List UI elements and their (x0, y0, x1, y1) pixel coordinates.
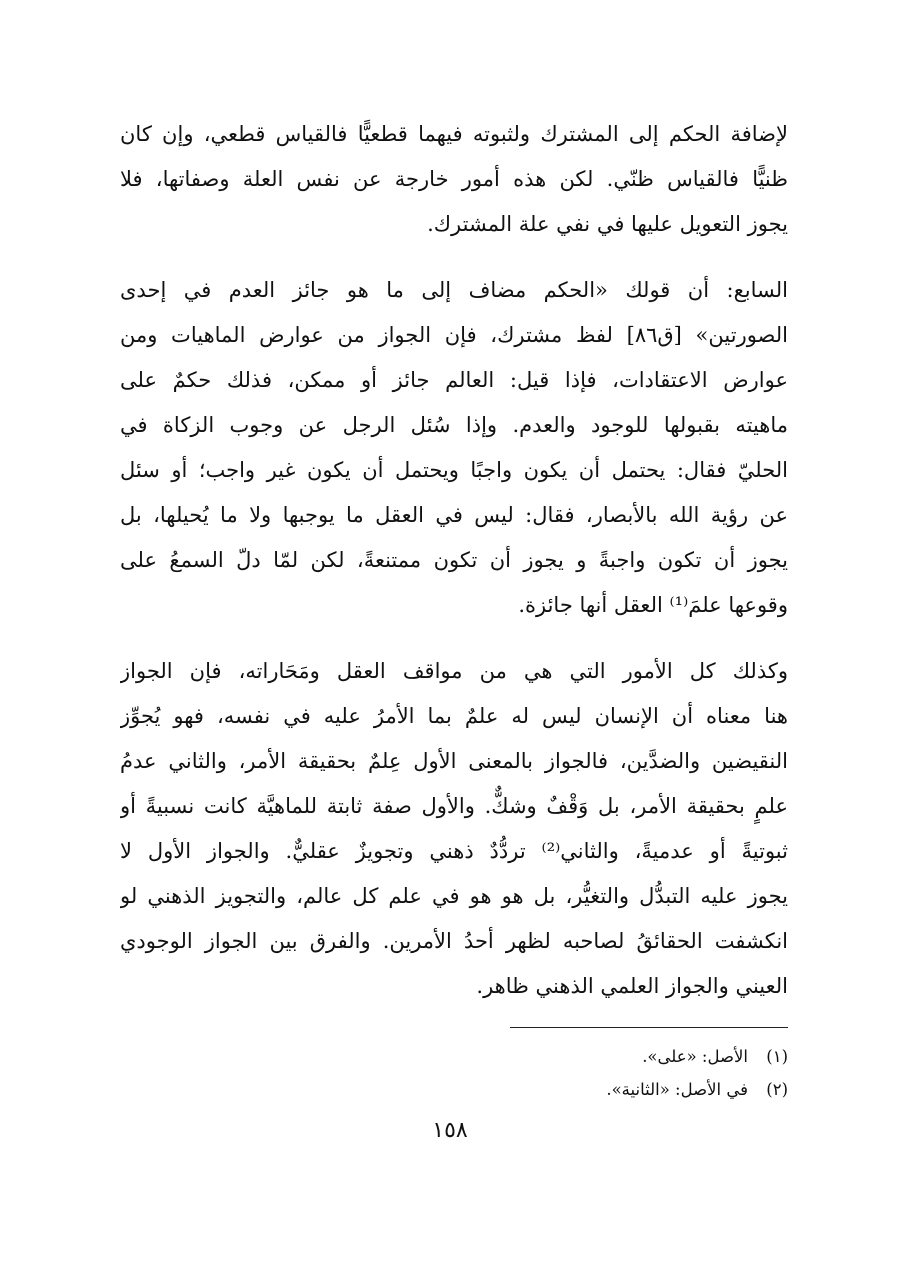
text-line: لإضافة الحكم إلى المشترك ولثبوته فيهما قطعيًّا فالقياس قطعي، وإن كان (120, 122, 788, 146)
footnote-number: (١) (766, 1047, 788, 1066)
text-line: العيني والجواز العلمي الذهني ظاهر. (476, 974, 788, 998)
footnote-text: الأصل: «على». (642, 1047, 748, 1066)
text-line: وقوعها علمَ⁽¹⁾ العقل أنها جائزة. (518, 593, 788, 617)
text-line: النقيضين والضدَّين، فالجواز بالمعنى الأول عِلمٌ بحقيقة الأمر، والثاني عدمُ (120, 749, 788, 773)
paragraph-2 (120, 268, 788, 628)
footnote-2 (400, 1073, 788, 1106)
text-line: علمٍ بحقيقة الأمر، بل وَقْفٌ وشكٌّ. والأول صفة ثابتة للماهيَّة كانت نسبيةً أو (120, 794, 788, 818)
paragraph-1 (120, 112, 788, 247)
text-line: ظنيًّا فالقياس ظنّي. لكن هذه أمور خارجة عن نفس العلة وصفاتها، فلا (120, 167, 788, 191)
text-line: هنا معناه أن الإنسان ليس له علمٌ بما الأمرُ عليه في نفسه، فهو يُجوِّز (120, 704, 788, 728)
main-text (120, 112, 788, 1009)
paragraph-3 (120, 649, 788, 1009)
footnote-1 (400, 1040, 788, 1073)
paragraph-gap (120, 628, 788, 649)
text-line: عوارض الاعتقادات، فإذا قيل: العالم جائز أو ممكن، فذلك حكمٌ على (120, 368, 788, 392)
text-line: يجوز عليه التبدُّل والتغيُّر، بل هو هو في علم كل عالم، والتجويز الذهني لو (120, 884, 788, 908)
text-line: ثبوتيةً أو عدميةً، والثاني⁽²⁾ تردُّدٌ ذهني وتجويزٌ عقليٌّ. والجواز الأول لا (120, 839, 788, 863)
footnotes (400, 1040, 788, 1106)
footnote-text: في الأصل: «الثانية». (606, 1080, 748, 1099)
text-line: عن رؤية الله بالأبصار، فقال: ليس في العقل ما يوجبها ولا ما يُحيلها، بل (120, 503, 788, 527)
page-number: ١٥٨ (432, 1118, 468, 1143)
text-line: انكشفت الحقائقُ لصاحبه لظهر أحدُ الأمرين. والفرق بين الجواز الوجودي (120, 929, 788, 953)
text-line: الصورتين» [ق٨٦] لفظ مشترك، فإن الجواز من عوارض الماهيات ومن (120, 323, 788, 347)
paragraph-gap (120, 247, 788, 268)
text-line: وكذلك كل الأمور التي هي من مواقف العقل ومَحَاراته، فإن الجواز (120, 659, 788, 683)
footnote-number: (٢) (766, 1080, 788, 1099)
footnote-divider (510, 1027, 788, 1028)
text-line: يجوز أن تكون واجبةً و يجوز أن تكون ممتنعةً، لكن لمّا دلّ السمعُ على (120, 548, 788, 572)
text-line: السابع: أن قولك «الحكم مضاف إلى ما هو جائز العدم في إحدى (120, 278, 788, 302)
text-line: الحليّ فقال: يحتمل أن يكون واجبًا ويحتمل أن يكون غير واجب؛ أو سئل (120, 458, 788, 482)
text-line: يجوز التعويل عليها في نفي علة المشترك. (427, 212, 788, 236)
text-line: ماهيته بقبولها للوجود والعدم. وإذا سُئل الرجل عن وجوب الزكاة في (120, 413, 788, 437)
